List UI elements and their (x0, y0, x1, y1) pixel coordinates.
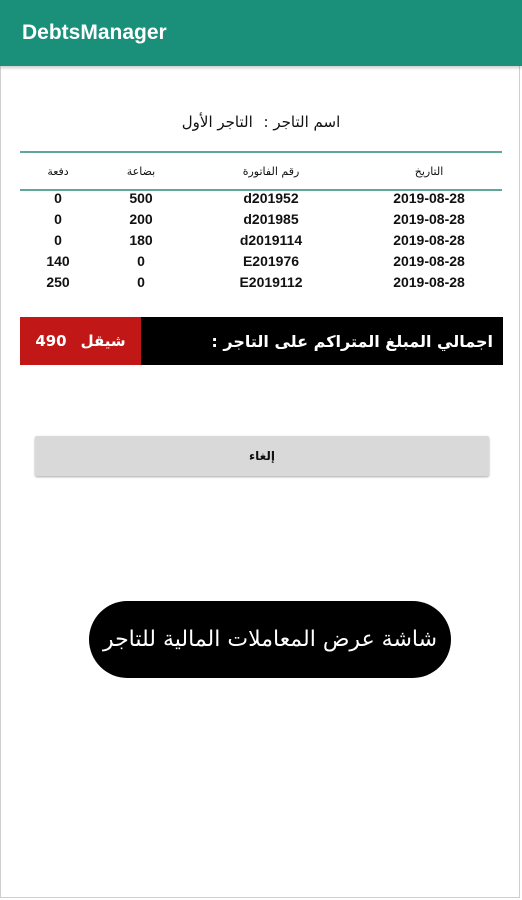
cell-goods: 180 (129, 231, 153, 248)
cell-payment: 250 (46, 273, 70, 290)
cell-payment: 0 (54, 189, 62, 206)
cell-goods: 0 (137, 252, 145, 269)
table-row[interactable] (20, 187, 502, 208)
table-header-row (20, 155, 502, 187)
cell-date: 2019-08-28 (393, 210, 465, 227)
header-invoice: رقم الفاتورة (242, 164, 300, 178)
total-amount-box (20, 317, 141, 365)
app-bar (0, 0, 522, 66)
screen-caption: شاشة عرض المعاملات المالية للتاجر (89, 601, 451, 678)
cell-payment: 0 (54, 231, 62, 248)
cell-date: 2019-08-28 (393, 189, 465, 206)
total-label: اجمالي المبلغ المتراكم على التاجر : (141, 317, 503, 365)
cell-invoice: d201985 (243, 210, 299, 227)
transactions-table (20, 155, 502, 292)
cell-goods: 200 (129, 210, 153, 227)
merchant-label: اسم التاجر : (263, 113, 341, 131)
cell-invoice: d2019114 (239, 231, 303, 248)
header-goods: بضاعة (126, 164, 156, 178)
header-date: التاريخ (414, 164, 444, 178)
total-bar (20, 317, 503, 365)
cell-goods: 0 (137, 273, 145, 290)
table-top-divider (20, 151, 502, 153)
cell-payment: 140 (46, 252, 70, 269)
table-row[interactable] (20, 208, 502, 229)
cell-date: 2019-08-28 (393, 273, 465, 290)
total-currency: شيقل (80, 332, 126, 350)
merchant-name-row (0, 110, 522, 134)
table-row[interactable] (20, 271, 502, 292)
cell-goods: 500 (129, 189, 153, 206)
total-amount: 490 (35, 332, 67, 350)
cell-payment: 0 (54, 210, 62, 227)
merchant-name: التاجر الأول (181, 113, 253, 131)
table-row[interactable] (20, 229, 502, 250)
cell-invoice: E2019112 (239, 273, 303, 290)
cancel-button[interactable]: إلغاء (35, 436, 489, 476)
cell-date: 2019-08-28 (393, 231, 465, 248)
cell-invoice: E201976 (242, 252, 300, 269)
app-title: DebtsManager (22, 21, 167, 44)
header-payment: دفعة (47, 164, 69, 178)
cell-invoice: d201952 (243, 189, 299, 206)
table-row[interactable] (20, 250, 502, 271)
cell-date: 2019-08-28 (393, 252, 465, 269)
